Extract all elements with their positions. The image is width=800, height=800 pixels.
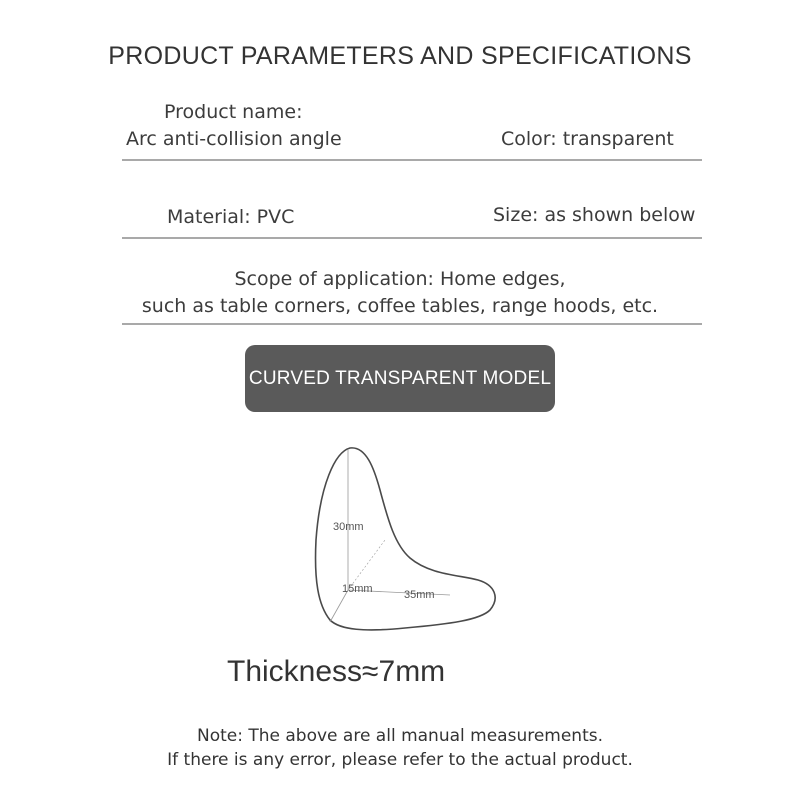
color-spec: Color: transparent (501, 128, 674, 150)
product-name-label: Product name: (164, 101, 303, 123)
corner-guard-diagram (300, 430, 510, 650)
model-label-badge (245, 345, 555, 412)
thickness-label: Thickness (227, 655, 363, 688)
dimension-height-label: 30mm (333, 521, 364, 533)
thickness-spec (227, 655, 445, 689)
size-spec: Size: as shown below (493, 204, 696, 226)
note-line-2: If there is any error, please refer to the actual product. (167, 750, 633, 770)
note-line-1: Note: The above are all manual measurements. (196, 726, 604, 746)
page-title: PRODUCT PARAMETERS AND SPECIFICATIONS (108, 42, 692, 70)
scope-line-2: such as table corners, coffee tables, range hoods, etc. (141, 295, 659, 317)
divider (122, 323, 702, 325)
material-spec: Material: PVC (167, 206, 295, 228)
scope-line-1: Scope of application: Home edges, (234, 268, 566, 290)
dimension-width-label: 35mm (404, 589, 435, 601)
divider (122, 237, 702, 239)
dimension-corner-label: 15mm (342, 583, 373, 595)
model-label-text: CURVED TRANSPARENT MODEL (248, 367, 552, 389)
corner-guard-outline (316, 448, 496, 630)
divider (122, 159, 702, 161)
thickness-value: ≈7mm (362, 655, 446, 688)
product-name-value: Arc anti-collision angle (126, 128, 342, 150)
